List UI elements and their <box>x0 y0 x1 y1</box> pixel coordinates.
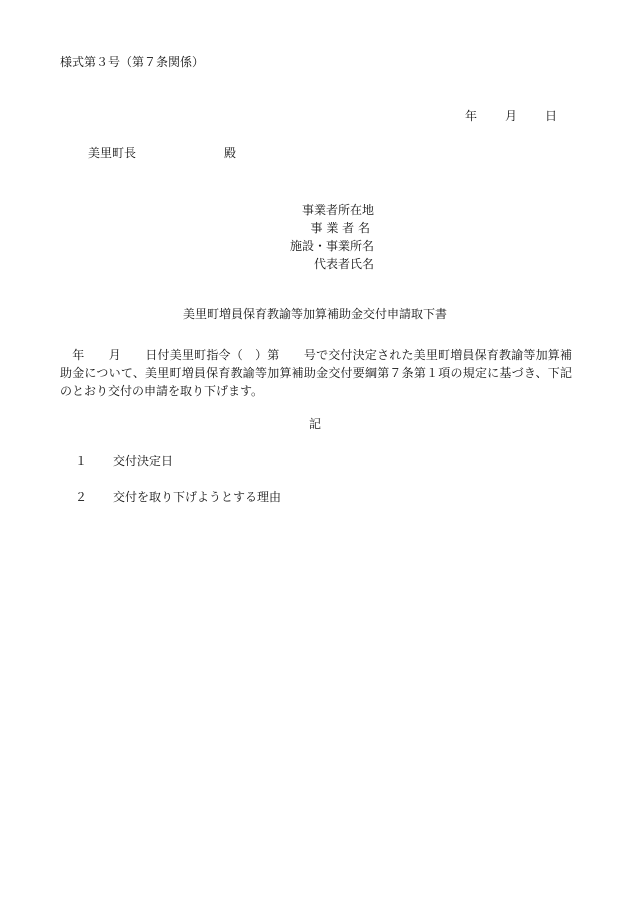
document-body: 年 月 日付美里町指令（ ）第 号で交付決定された美里町増員保育教諭等加算補助金について、美里町増員保育教諭等加算補助金交付要綱第７条第１項の規定に基づき、下記のとおり交付の申請を取り下げます。 <box>60 348 572 398</box>
date-day-label: 日 <box>545 109 558 123</box>
applicant-business-name-label: 事 業 者 名 <box>310 221 370 235</box>
list-item <box>75 455 173 467</box>
date-line <box>465 110 557 122</box>
item-number: １ <box>75 454 88 468</box>
item-label: 交付を取り下げようとする理由 <box>113 490 282 504</box>
ki-heading: 記 <box>308 417 321 431</box>
form-number: 様式第３号（第７条関係） <box>60 55 205 69</box>
applicant-address-label: 事業者所在地 <box>301 203 374 217</box>
item-number: ２ <box>75 490 88 504</box>
addressee <box>88 147 236 159</box>
addressee-name: 美里町長 <box>88 146 137 160</box>
item-label: 交付決定日 <box>113 454 174 468</box>
applicant-facility-name-label: 施設・事業所名 <box>289 239 374 253</box>
date-year-label: 年 <box>465 109 478 123</box>
applicant-block <box>250 201 374 273</box>
list-item <box>75 491 281 503</box>
addressee-honorific: 殿 <box>224 146 237 160</box>
document-title: 美里町増員保育教諭等加算補助金交付申請取下書 <box>182 307 447 321</box>
applicant-representative-label: 代表者氏名 <box>313 257 374 271</box>
date-month-label: 月 <box>505 109 518 123</box>
